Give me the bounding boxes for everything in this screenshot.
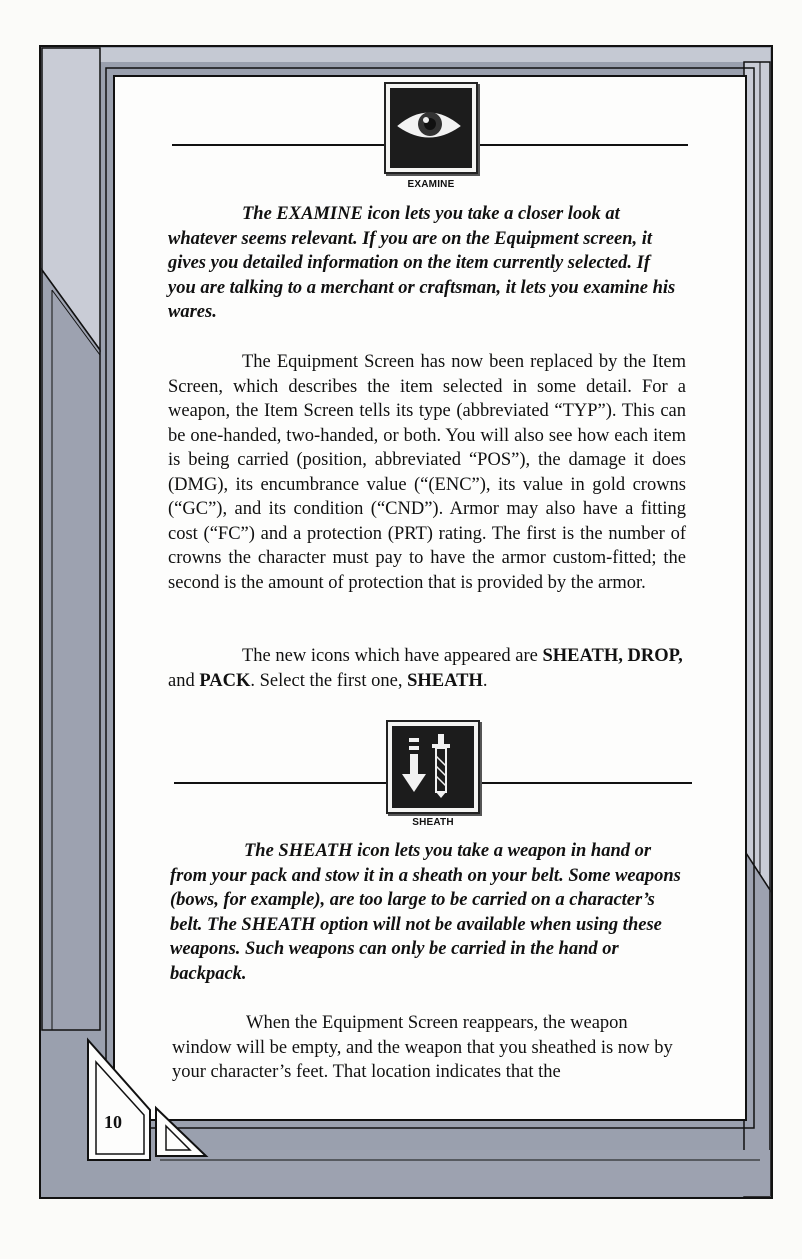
eye-icon (390, 88, 468, 164)
pack-keyword: PACK (199, 670, 251, 691)
sheath-description: The SHEATH icon lets you take a weapon in hand or from your pack and stow it in a sheath on your belt. Some weapons (bows, for example), are too large to be carried on a character’s belt. The SHEATH option will not be available when using these weapons. Such weapons can only be carried in the hand or backpack. (170, 841, 681, 984)
examine-rule-right (476, 144, 688, 146)
item-screen-paragraph: The Equipment Screen has now been replaced by the Item Screen, which describes the item selected in some detail. For a weapon, the Item Screen tells its type (abbreviated “TYP”). This can be one-handed, two-handed, or both. You will also see how each item is being carried (position, abbreviated “POS”), the damage it does (DMG), its encumbrance value (“(ENC”), its value in gold crowns (“GC”), and its condition (“CND”). Armor may also have a fitting cost (“FC”) and a protection (PRT) rating. The first is the number of crowns the character must pay to have the armor custom-fitted; the second is the amount of protection that is provided by the armor. (168, 352, 686, 593)
and-word: and (168, 670, 195, 691)
drop-keyword: DROP, (627, 646, 683, 666)
sheath-keyword: SHEATH, (542, 646, 623, 666)
sheath-rule-right (480, 782, 692, 784)
equipment-return-paragraph: When the Equipment Screen reappears, the weapon window will be empty, and the weapon that you sheathed is now by your character’s feet. That location indicates that the (172, 1013, 673, 1082)
new-icons-intro: The new icons which have appeared are (242, 646, 538, 666)
sheath-caption: SHEATH (412, 817, 454, 828)
sheath-rule-left (174, 782, 386, 784)
end-period: . (482, 670, 488, 691)
sheath-icon-button[interactable] (386, 720, 480, 814)
select-text: . Select the first one, (250, 670, 403, 691)
page-number: 10 (104, 1112, 122, 1132)
examine-rule-left (172, 144, 384, 146)
new-icons-paragraph (168, 644, 686, 693)
examine-icon-button[interactable] (384, 82, 478, 174)
examine-caption: EXAMINE (407, 179, 455, 190)
select-target: SHEATH (407, 670, 483, 691)
sheath-dagger-icon (392, 726, 470, 804)
examine-description: The EXAMINE icon lets you take a closer look at whatever seems relevant. If you are on the Equipment screen, it gives you detailed information on the item currently selected. If you are talking to a merchant or craftsman, it lets you examine his wares. (168, 204, 676, 322)
